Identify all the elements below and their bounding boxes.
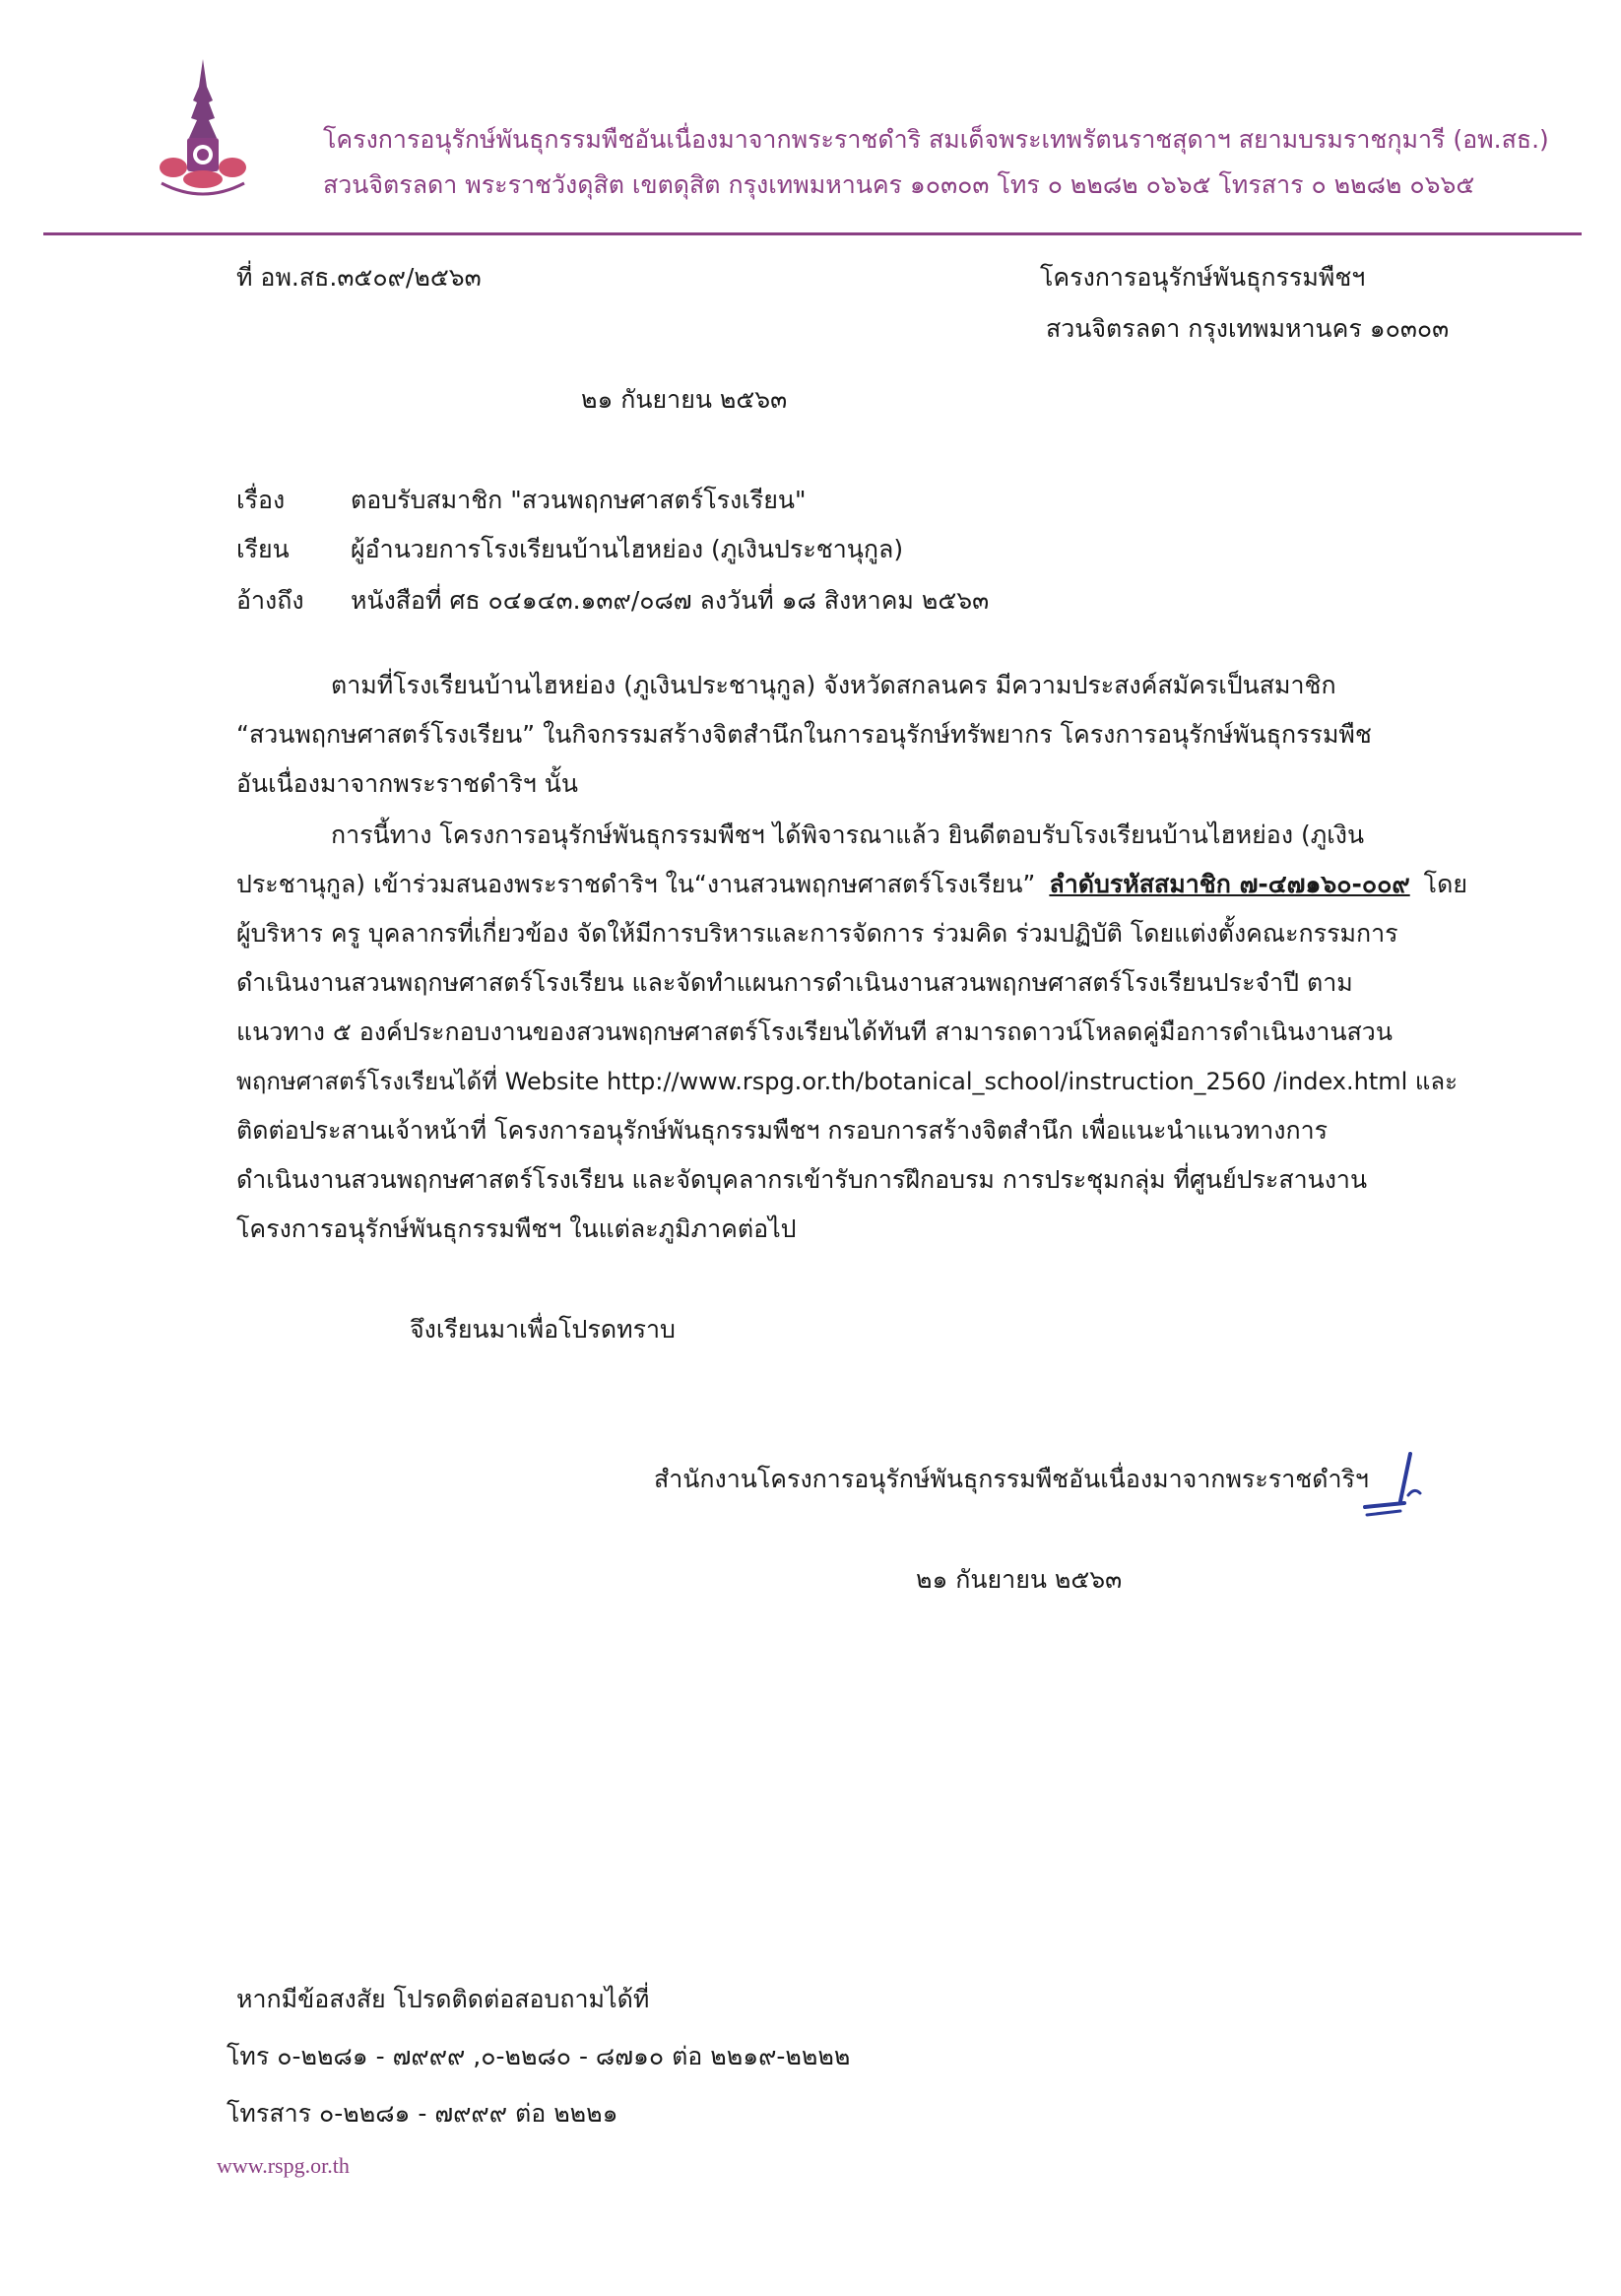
- sender-name: โครงการอนุรักษ์พันธุกรรมพืชฯ: [1040, 263, 1366, 292]
- recipient-value: ผู้อำนวยการโรงเรียนบ้านไฮหย่อง (ภูเงินประชานุกูล): [351, 535, 904, 563]
- reference-number: ที่ อพ.สธ.๓๕๐๙/๒๕๖๓: [236, 263, 482, 292]
- sender-address: สวนจิตรลดา กรุงเทพมหานคร ๑๐๓๐๓: [1046, 314, 1450, 343]
- paragraph-line: ผู้บริหาร ครู บุคลากรที่เกี่ยวข้อง จัดให้มีการบริหารและการจัดการ ร่วมคิด ร่วมปฏิบัติ โดยแต่งตั้งคณะกรรมการ: [236, 919, 1398, 948]
- paragraph-line: ดำเนินงานสวนพฤกษศาสตร์โรงเรียน และจัดทำแผนการดำเนินงานสวนพฤกษศาสตร์โรงเรียนประจำปี ตาม: [236, 968, 1353, 997]
- reference-value: หนังสือที่ ศธ ๐๔๑๔๓.๑๓๙/๐๘๗ ลงวันที่ ๑๘ สิงหาคม ๒๕๖๓: [351, 586, 990, 615]
- subject-label: เรื่อง: [236, 486, 286, 514]
- paragraph-line: โครงการอนุรักษ์พันธุกรรมพืชฯ ในแต่ละภูมิภาคต่อไป: [236, 1214, 797, 1243]
- paragraph-line: อันเนื่องมาจากพระราชดำริฯ นั้น: [236, 769, 578, 798]
- contact-fax: โทรสาร ๐-๒๒๘๑ - ๗๙๙๙ ต่อ ๒๒๒๑: [227, 2099, 618, 2128]
- paragraph-line: ติดต่อประสานเจ้าหน้าที่ โครงการอนุรักษ์พันธุกรรมพืชฯ กรอบการสร้างจิตสำนึก เพื่อแนะนำแนวทางการ: [236, 1116, 1329, 1145]
- royal-emblem-icon: [156, 57, 250, 205]
- contact-intro: หากมีข้อสงสัย โปรดติดต่อสอบถามได้ที่: [236, 1985, 650, 2013]
- member-code: ลำดับรหัสสมาชิก ๗-๔๗๑๖๐-๐๐๙: [1049, 870, 1410, 898]
- recipient-label: เรียน: [236, 535, 290, 563]
- letterhead-title: โครงการอนุรักษ์พันธุกรรมพืชอันเนื่องมาจากพระราชดำริ สมเด็จพระเทพรัตนราชสุดาฯ สยามบรมราชกุมารี (อพ.สธ.): [323, 125, 1549, 154]
- issuing-office: สำนักงานโครงการอนุรักษ์พันธุกรรมพืชอันเนื่องมาจากพระราชดำริฯ: [654, 1465, 1369, 1493]
- subject-value: ตอบรับสมาชิก "สวนพฤกษศาสตร์โรงเรียน": [351, 486, 807, 514]
- paragraph-line: “สวนพฤกษศาสตร์โรงเรียน” ในกิจกรรมสร้างจิตสำนึกในการอนุรักษ์ทรัพยากร โครงการอนุรักษ์พันธุกรรมพืช: [236, 720, 1372, 749]
- paragraph-text: ประชานุกูล) เข้าร่วมสนองพระราชดำริฯ ใน“งานสวนพฤกษศาสตร์โรงเรียน”: [236, 870, 1036, 898]
- paragraph-line: ตามที่โรงเรียนบ้านไฮหย่อง (ภูเงินประชานุกูล) จังหวัดสกลนคร มีความประสงค์สมัครเป็นสมาชิก: [331, 671, 1336, 699]
- letter-date: ๒๑ กันยายน ๒๕๖๓: [581, 385, 788, 414]
- closing-text: จึงเรียนมาเพื่อโปรดทราบ: [410, 1315, 676, 1344]
- website-line: พฤกษศาสตร์โรงเรียนได้ที่ Website http://www.rspg.or.th/botanical_school/instruction_2560 /index.html และ: [236, 1068, 1458, 1095]
- signature-date: ๒๑ กันยายน ๒๕๖๓: [916, 1565, 1123, 1594]
- paragraph-line: การนี้ทาง โครงการอนุรักษ์พันธุกรรมพืชฯ ได้พิจารณาแล้ว ยินดีตอบรับโรงเรียนบ้านไฮหย่อง (ภูเงิน: [331, 820, 1365, 849]
- letterhead-address: สวนจิตรลดา พระราชวังดุสิต เขตดุสิต กรุงเทพมหานคร ๑๐๓๐๓ โทร ๐ ๒๒๘๒ ๐๖๖๕ โทรสาร ๐ ๒๒๘๒ ๐๖๖๕: [323, 170, 1475, 199]
- paragraph-line: [236, 865, 1467, 904]
- reference-label: อ้างถึง: [236, 586, 304, 615]
- footer-website-link[interactable]: www.rspg.or.th: [217, 2153, 350, 2178]
- contact-phone: โทร ๐-๒๒๘๑ - ๗๙๙๙ ,๐-๒๒๘๐ - ๘๗๑๐ ต่อ ๒๒๑๙-๒๒๒๒: [227, 2042, 851, 2070]
- paragraph-line: ดำเนินงานสวนพฤกษศาสตร์โรงเรียน และจัดบุคลากรเข้ารับการฝึกอบรม การประชุมกลุ่ม ที่ศูนย์ประสานงาน: [236, 1165, 1368, 1194]
- letterhead-divider: [43, 232, 1582, 235]
- paragraph-line: แนวทาง ๕ องค์ประกอบงานของสวนพฤกษศาสตร์โรงเรียนได้ทันที สามารถดาวน์โหลดคู่มือการดำเนินงานสวน: [236, 1017, 1393, 1046]
- signature-mark: [1361, 1450, 1430, 1521]
- paragraph-text: โดย: [1423, 870, 1467, 898]
